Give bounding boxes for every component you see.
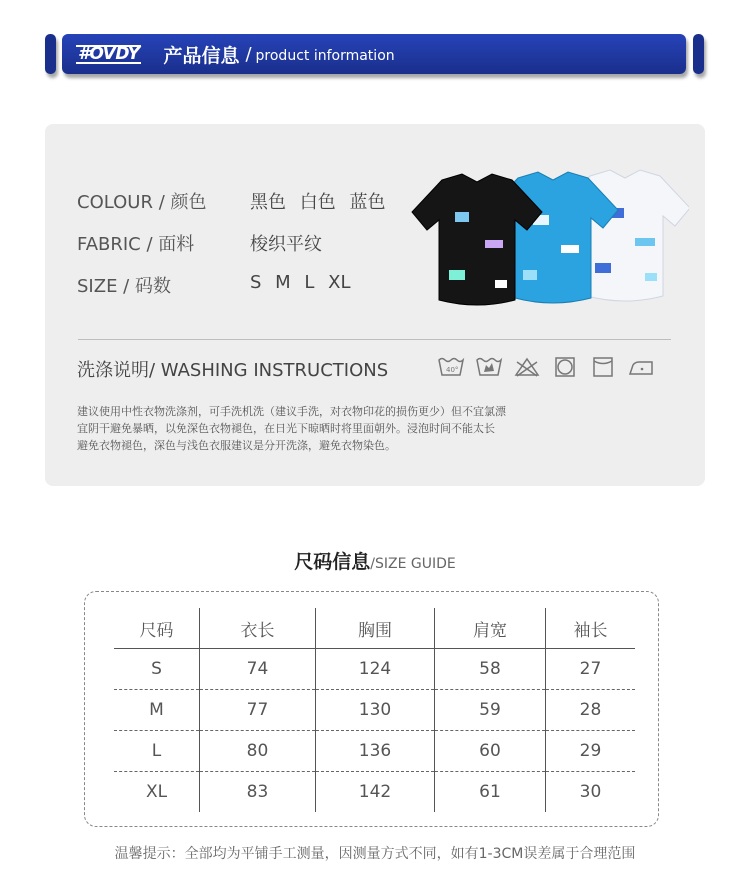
table-row xyxy=(114,731,635,772)
cell-length: 77 xyxy=(200,690,316,731)
product-info-panel xyxy=(45,124,705,486)
banner-left-cap xyxy=(45,34,56,74)
header-sleeve: 袖长 xyxy=(546,608,636,649)
cell-chest: 130 xyxy=(316,690,435,731)
header-shoulder: 肩宽 xyxy=(435,608,546,649)
cell-chest: 142 xyxy=(316,772,435,813)
cell-length: 80 xyxy=(200,731,316,772)
care-icons xyxy=(437,356,655,378)
fabric-label: FABRIC / 面料 xyxy=(77,234,195,255)
size-guide-title xyxy=(0,547,750,574)
cell-shoulder: 59 xyxy=(435,690,546,731)
shirts-image xyxy=(407,166,689,306)
cell-sleeve: 28 xyxy=(546,690,636,731)
iron-icon xyxy=(627,356,655,378)
cell-shoulder: 58 xyxy=(435,649,546,690)
section-divider xyxy=(78,339,671,340)
table-header-row xyxy=(114,608,635,649)
size-guide-title-en: /SIZE GUIDE xyxy=(370,556,456,572)
wash-40-icon xyxy=(437,356,465,378)
cell-size: L xyxy=(114,731,200,772)
size-value: S M L XL xyxy=(250,272,351,293)
cell-chest: 136 xyxy=(316,731,435,772)
measurement-note: 温馨提示：全部均为平铺手工测量，因测量方式不同，如有1-3CM误差属于合理范围 xyxy=(114,846,636,862)
cell-sleeve: 30 xyxy=(546,772,636,813)
cell-size: M xyxy=(114,690,200,731)
brand-logo: #OVDY xyxy=(78,43,140,64)
table-row xyxy=(114,649,635,690)
colour-label: COLOUR / 颜色 xyxy=(77,192,207,213)
washing-line: 建议使用中性衣物洗涤剂，可手洗机洗（建议手洗，对衣物印花的损伤更少）但不宜氯漂 xyxy=(77,405,506,418)
table-row xyxy=(114,772,635,813)
header-banner xyxy=(62,34,686,74)
size-guide-title-cn: 尺码信息 xyxy=(294,551,371,573)
washing-line: 宜阴干避免暴晒，以免深色衣物褪色，在日光下晾晒时将里面朝外。浸泡时间不能太长 xyxy=(77,422,495,435)
cell-length: 74 xyxy=(200,649,316,690)
cell-sleeve: 27 xyxy=(546,649,636,690)
washing-instructions xyxy=(77,403,547,454)
hand-wash-icon xyxy=(475,356,503,378)
cell-size: S xyxy=(114,649,200,690)
cell-shoulder: 61 xyxy=(435,772,546,813)
banner-right-cap xyxy=(693,34,704,74)
cell-sleeve: 29 xyxy=(546,731,636,772)
cell-shoulder: 60 xyxy=(435,731,546,772)
cell-size: XL xyxy=(114,772,200,813)
size-label: SIZE / 码数 xyxy=(77,276,171,297)
washing-title: 洗涤说明/ WASHING INSTRUCTIONS xyxy=(77,360,389,381)
header-size: 尺码 xyxy=(139,620,174,641)
header-chest: 胸围 xyxy=(316,608,435,649)
svg-text:40°: 40° xyxy=(446,366,459,374)
table-row xyxy=(114,690,635,731)
section-title-cn: 产品信息 xyxy=(163,44,240,67)
line-dry-icon xyxy=(589,356,617,378)
cell-chest: 124 xyxy=(316,649,435,690)
colour-value: 黑色 白色 蓝色 xyxy=(250,192,386,213)
title-separator: / xyxy=(245,43,252,65)
tumble-dry-icon xyxy=(551,356,579,378)
washing-line: 避免衣物褪色，深色与浅色衣服建议是分开洗涤，避免衣物染色。 xyxy=(77,439,396,452)
fabric-value: 梭织平纹 xyxy=(250,234,322,255)
size-table-box xyxy=(84,591,659,827)
section-title-en: product information xyxy=(255,47,395,64)
cell-length: 83 xyxy=(200,772,316,813)
size-table xyxy=(114,608,635,812)
header-length: 衣长 xyxy=(200,608,316,649)
no-bleach-icon xyxy=(513,356,541,378)
